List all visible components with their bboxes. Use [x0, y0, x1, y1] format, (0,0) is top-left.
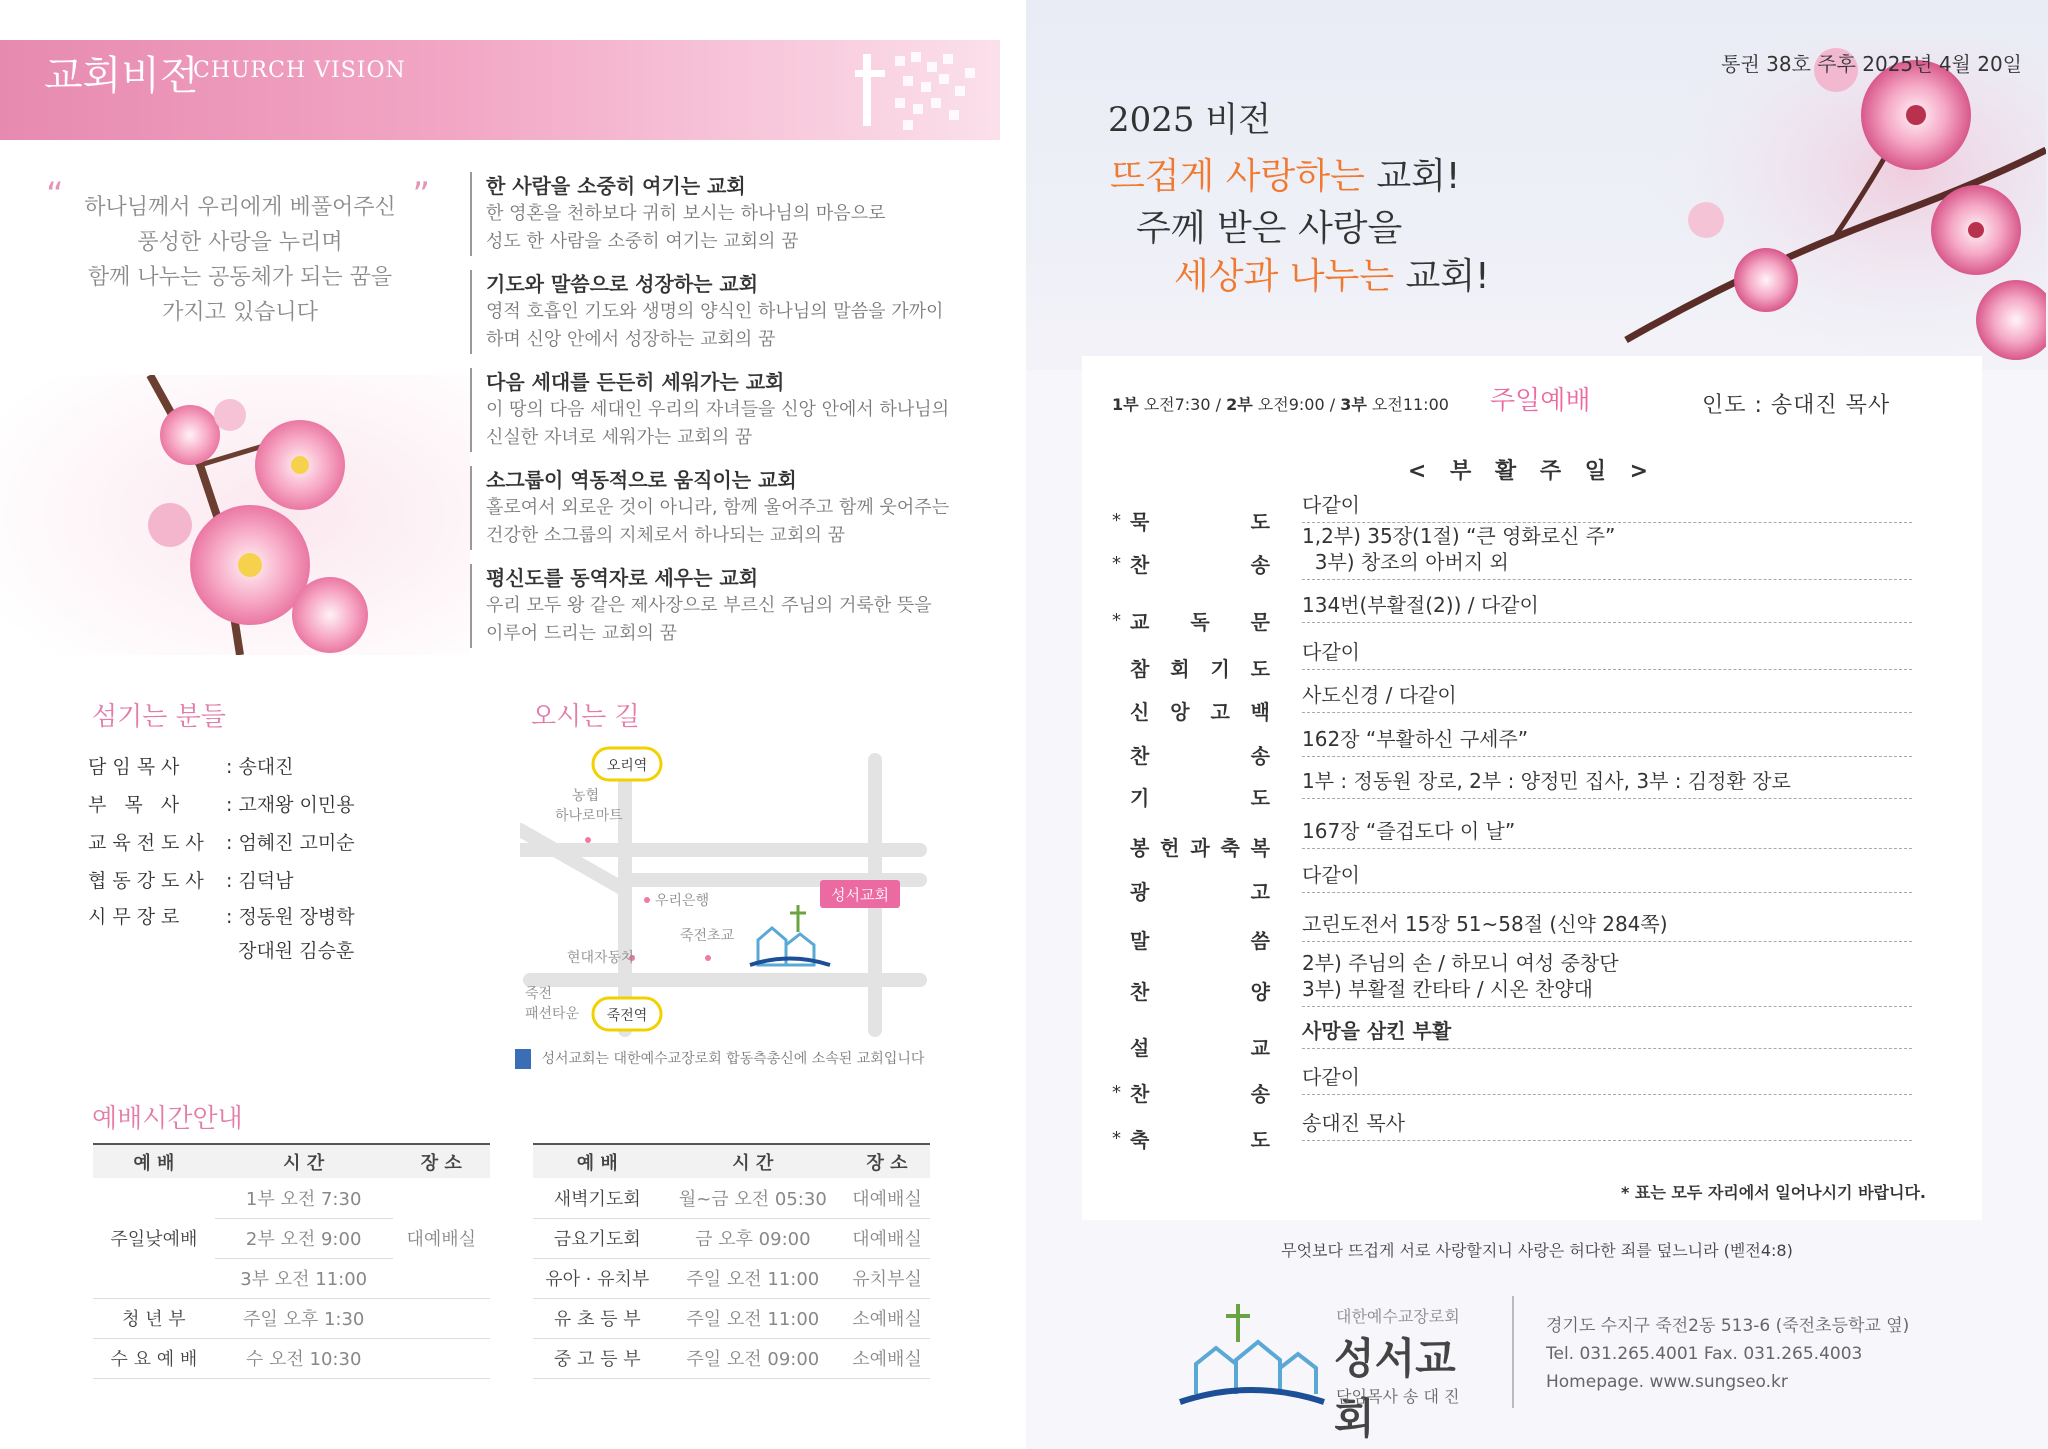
- address: 경기도 수지구 죽전2동 513-6 (죽전초등학교 옆): [1546, 1316, 1910, 1336]
- service-place: 소예배실: [844, 1338, 930, 1378]
- order-content-line: 고린도전서 15장 51~58절 (신약 284쪽): [1302, 912, 1668, 936]
- vision-item-line: 우리 모두 왕 같은 제사장으로 부르신 주님의 거룩한 뜻을: [486, 595, 932, 616]
- service-time: 주일 오후 1:30: [215, 1298, 393, 1338]
- map-heading: 오시는 길: [531, 702, 640, 732]
- order-content-line: 다같이: [1302, 640, 1360, 664]
- service-place: 대예배실: [844, 1178, 930, 1218]
- stand-marker: *: [1112, 1128, 1121, 1149]
- order-item-char: 고: [1210, 700, 1230, 724]
- order-row: [1112, 1019, 1952, 1061]
- vision-item-line: 하며 신앙 안에서 성장하는 교회의 꿈: [486, 329, 776, 350]
- order-row: [1112, 1065, 1952, 1107]
- order-content-line: 167장 “즐겁도다 이 날”: [1302, 819, 1516, 843]
- order-item-char: 교: [1130, 610, 1150, 634]
- order-content-line: 사망을 삼킨 부활: [1302, 1019, 1452, 1043]
- order-item-name: [1130, 1124, 1270, 1153]
- vision-item: [470, 172, 990, 256]
- map-label-nonghyup: 농협: [572, 788, 600, 804]
- staff-row: 교육전도사 : 엄혜진 고미순: [88, 824, 418, 862]
- order-content-line: 3부) 부활절 칸타타 / 시온 찬양대: [1302, 977, 1593, 1001]
- order-item-content: [1302, 639, 1912, 670]
- service-time: 수 오전 10:30: [215, 1338, 393, 1378]
- staff-names: 고재왕 이민용: [238, 794, 355, 816]
- year-vision: 2025 비전: [1108, 100, 1272, 140]
- cherry-blossom-image: [1586, 40, 2046, 370]
- service-time: 월~금 오전 05:30: [662, 1178, 845, 1218]
- order-row: [1112, 683, 1952, 725]
- order-item-char: 신: [1130, 700, 1150, 724]
- service-name: 금요기도회: [533, 1218, 662, 1258]
- order-content-line: 다같이: [1302, 1065, 1360, 1089]
- vision-item-title: 다음 세대를 든든히 세워가는 교회: [486, 370, 785, 394]
- vision-list: [470, 172, 990, 662]
- order-content-line: 134번(부활절(2)) / 다같이: [1302, 593, 1539, 617]
- order-item-name: [1130, 653, 1270, 682]
- service-leader: 인도 : 송대진 목사: [1702, 393, 1891, 418]
- order-item-char: 도: [1250, 510, 1270, 534]
- vision-item: [470, 368, 990, 452]
- order-content-line: 3부) 창조의 아버지 외: [1302, 550, 1509, 574]
- church-logo-icon: [1176, 1302, 1326, 1412]
- order-row: [1112, 1111, 1952, 1153]
- col-header: 예 배: [533, 1144, 662, 1178]
- vision-title: 교회비전: [44, 53, 199, 99]
- table-row: [533, 1338, 930, 1378]
- hero-line-3: 세상과 나누는 교회!: [1174, 256, 1490, 297]
- worship-table-left: [93, 1143, 490, 1379]
- vision-item-line: 영적 호흡인 기도와 생명의 양식인 하나님의 말씀을 가까이: [486, 301, 944, 322]
- service-name: 수 요 예 배: [93, 1338, 215, 1378]
- order-item-char: 도: [1250, 786, 1270, 810]
- table-row: [93, 1178, 490, 1218]
- map-label-fashion2: 패션타운: [525, 1006, 580, 1022]
- close-quote-icon: ”: [412, 175, 430, 215]
- vision-item-line: 건강한 소그룹의 지체로서 하나되는 교회의 꿈: [486, 525, 845, 546]
- order-item-char: 과: [1190, 836, 1210, 860]
- order-item-char: 양: [1250, 980, 1270, 1004]
- right-page: [1026, 0, 2048, 1449]
- order-content-line: 2부) 주님의 손 / 하모니 여성 중창단: [1302, 951, 1619, 975]
- order-item-char: 봉: [1130, 836, 1150, 860]
- order-item-char: 찬: [1130, 553, 1150, 577]
- service-time: 주일 오전 11:00: [662, 1258, 845, 1298]
- service-name: 유 초 등 부: [533, 1298, 662, 1338]
- homepage-link[interactable]: Homepage. www.sungseo.kr: [1546, 1372, 1788, 1392]
- quote-line: 가지고 있습니다: [162, 300, 318, 325]
- order-row: [1112, 769, 1952, 811]
- vision-item: [470, 564, 990, 648]
- left-page: [0, 0, 1020, 1449]
- service-name: 주일낮예배: [93, 1178, 215, 1298]
- order-item-char: 설: [1130, 1036, 1150, 1060]
- order-item-char: 씀: [1250, 929, 1270, 953]
- station-top-label: 오리역: [606, 758, 648, 774]
- order-item-name: [1130, 696, 1270, 725]
- staff-row: 시무장로 : 정동원 장병학: [88, 900, 418, 934]
- quote-line: 하나님께서 우리에게 베풀어주신: [84, 195, 396, 220]
- logo-divider: [1512, 1296, 1514, 1408]
- stand-marker: *: [1112, 1082, 1121, 1103]
- staff-role: 시무장로: [88, 906, 186, 928]
- order-row: [1112, 727, 1952, 769]
- vision-item-title: 평신도를 동역자로 세우는 교회: [486, 566, 759, 590]
- order-row: [1112, 819, 1952, 861]
- order-row: [1112, 593, 1952, 635]
- map-label-hanaro: 하나로마트: [555, 808, 623, 824]
- staff-row: 담임목사 : 송대진: [88, 748, 418, 786]
- order-item-content: [1302, 950, 1912, 1007]
- service-name: 중 고 등 부: [533, 1338, 662, 1378]
- order-item-content: [1302, 1018, 1912, 1049]
- staff-role: 협동강도사: [88, 870, 210, 892]
- order-item-content: [1302, 1064, 1912, 1095]
- order-item-name: [1130, 740, 1270, 769]
- order-item-char: 독: [1190, 610, 1210, 634]
- order-item-char: 송: [1250, 1082, 1270, 1106]
- table-row: [533, 1258, 930, 1298]
- service-name: 새벽기도회: [533, 1178, 662, 1218]
- order-item-name: [1130, 876, 1270, 905]
- logo-denomination: 대한예수교장로회: [1336, 1307, 1460, 1326]
- col-header: 장 소: [844, 1144, 930, 1178]
- staff-names: 송대진: [238, 756, 294, 778]
- table-row: [533, 1298, 930, 1338]
- order-item-name: [1130, 606, 1270, 635]
- order-item-name: [1130, 549, 1270, 578]
- issue-date: 통권 38호 주후 2025년 4월 20일: [1721, 52, 2022, 76]
- order-item-content: [1302, 911, 1912, 942]
- order-item-content: [1302, 862, 1912, 893]
- hero-line-1: 뜨겁게 사랑하는 교회!: [1110, 156, 1461, 197]
- order-item-char: 복: [1250, 836, 1270, 860]
- order-item-content: [1302, 1110, 1912, 1141]
- service-name: 청 년 부: [93, 1298, 215, 1338]
- map-label-school: 죽전초교: [680, 928, 735, 944]
- order-content-line: 1부 : 정동원 장로, 2부 : 양정민 집사, 3부 : 김정환 장로: [1302, 769, 1791, 793]
- map-label-woori: 우리은행: [655, 893, 710, 909]
- order-row: [1112, 640, 1952, 682]
- stand-marker: *: [1112, 553, 1121, 574]
- order-content-line: 송대진 목사: [1302, 1111, 1405, 1135]
- order-content-line: 다같이: [1302, 493, 1360, 517]
- vision-item-line: 이루어 드리는 교회의 꿈: [486, 623, 678, 644]
- vision-item-line: 신실한 자녀로 세워가는 교회의 꿈: [486, 427, 753, 448]
- order-item-char: 백: [1250, 700, 1270, 724]
- order-item-name: [1130, 1032, 1270, 1061]
- order-item-name: [1130, 832, 1270, 861]
- staff-names: 김덕남: [238, 870, 294, 892]
- order-item-char: 찬: [1130, 1082, 1150, 1106]
- denomination-icon: [515, 1049, 531, 1069]
- logo-pastor: 담임목사 송 대 진: [1336, 1387, 1460, 1406]
- open-quote-icon: “: [46, 175, 64, 215]
- order-row: [1112, 524, 1952, 578]
- vision-item-line: 이 땅의 다음 세대인 우리의 자녀들을 신앙 안에서 하나님의: [486, 399, 950, 420]
- order-item-char: 도: [1250, 1128, 1270, 1152]
- order-item-char: 참: [1130, 657, 1150, 681]
- table-row: [533, 1178, 930, 1218]
- order-content-line: 162장 “부활하신 구세주”: [1302, 727, 1529, 751]
- order-item-char: 찬: [1130, 980, 1150, 1004]
- staff-names: 엄혜진 고미순: [238, 832, 355, 854]
- order-item-char: 기: [1130, 786, 1150, 810]
- vision-item-line: 한 영혼을 천하보다 귀히 보시는 하나님의 마음으로: [486, 203, 886, 224]
- order-item-char: 말: [1130, 929, 1150, 953]
- staff-role: 교육전도사: [88, 832, 210, 854]
- service-time: 3부 오전 11:00: [215, 1258, 393, 1298]
- directions-map: [520, 740, 940, 1050]
- service-place: 대예배실: [844, 1218, 930, 1258]
- order-item-char: 고: [1250, 880, 1270, 904]
- order-item-name: [1130, 925, 1270, 954]
- vision-item-title: 기도와 말씀으로 성장하는 교회: [486, 272, 759, 296]
- hero-line-2: 주께 받은 사랑을: [1136, 208, 1403, 249]
- order-of-service: [1082, 356, 1982, 1220]
- order-item-char: 묵: [1130, 510, 1150, 534]
- staff-row: [88, 934, 418, 968]
- bible-verse: 무엇보다 뜨겁게 서로 사랑할지니 사랑은 허다한 죄를 덮느니라 (벧전4:8): [1281, 1241, 1793, 1260]
- order-item-char: 기: [1210, 657, 1230, 681]
- staff-row: 부 목 사 : 고재왕 이민용: [88, 786, 418, 824]
- order-item-char: 도: [1250, 657, 1270, 681]
- staff-names: 정동원 장병학: [238, 906, 355, 928]
- order-item-char: 회: [1170, 657, 1190, 681]
- order-item-name: [1130, 1078, 1270, 1107]
- order-item-content: [1302, 523, 1912, 580]
- phone-fax: Tel. 031.265.4001 Fax. 031.265.4003: [1546, 1344, 1863, 1364]
- table-row: [533, 1218, 930, 1258]
- stand-marker: *: [1112, 610, 1121, 631]
- worship-heading: 예배시간안내: [92, 1104, 243, 1134]
- vision-item: [470, 270, 990, 354]
- service-time: 주일 오전 11:00: [662, 1298, 845, 1338]
- quote-line: 함께 나누는 공동체가 되는 꿈을: [87, 265, 393, 290]
- map-note: 성서교회는 대한예수교장로회 합동측총신에 소속된 교회입니다: [515, 1048, 924, 1069]
- church-marker-icon: [750, 905, 830, 965]
- order-content-line: 1,2부) 35장(1절) “큰 영화로신 주”: [1302, 524, 1616, 548]
- order-item-char: 헌: [1160, 836, 1180, 860]
- table-row: [93, 1338, 490, 1378]
- cross-pixel-icon: [855, 48, 985, 138]
- col-header: 시 간: [662, 1144, 845, 1178]
- order-content-line: 사도신경 / 다같이: [1302, 683, 1457, 707]
- col-header: 시 간: [215, 1144, 393, 1178]
- service-place: 대예배실: [393, 1178, 490, 1298]
- occasion-title: < 부 활 주 일 >: [1407, 459, 1657, 484]
- service-place: 유치부실: [844, 1258, 930, 1298]
- station-bottom-label: 죽전역: [606, 1008, 648, 1024]
- order-item-char: 송: [1250, 744, 1270, 768]
- service-time: 금 오후 09:00: [662, 1218, 845, 1258]
- order-item-char: 교: [1250, 1036, 1270, 1060]
- staff-role: 부 목 사: [88, 794, 186, 816]
- table-row: [93, 1298, 490, 1338]
- service-time: 1부 오전 7:30: [215, 1178, 393, 1218]
- vision-item-line: 성도 한 사람을 소중히 여기는 교회의 꿈: [486, 231, 799, 252]
- order-content-line: 다같이: [1302, 863, 1360, 887]
- stand-marker: *: [1112, 510, 1121, 531]
- staff-names: 장대원 김승훈: [238, 940, 355, 962]
- service-label: 주일예배: [1490, 386, 1591, 416]
- order-row: [1112, 863, 1952, 905]
- col-header: 예 배: [93, 1144, 215, 1178]
- order-item-name: [1130, 506, 1270, 535]
- vision-subtitle: CHURCH VISION: [193, 58, 406, 83]
- order-item-char: 찬: [1130, 744, 1150, 768]
- service-times: 1부 오전7:30 / 2부 오전9:00 / 3부 오전11:00: [1112, 395, 1449, 414]
- order-item-content: [1302, 592, 1912, 623]
- vision-item: [470, 466, 990, 550]
- service-name: 유아 · 유치부: [533, 1258, 662, 1298]
- order-item-char: 문: [1250, 610, 1270, 634]
- order-item-content: [1302, 682, 1912, 713]
- vision-item-line: 홀로여서 외로운 것이 아니라, 함께 울어주고 함께 웃어주는: [486, 497, 950, 518]
- service-place: 소예배실: [844, 1298, 930, 1338]
- worship-table-right: [533, 1143, 930, 1379]
- vision-item-title: 소그룹이 역동적으로 움직이는 교회: [486, 468, 797, 492]
- order-item-content: [1302, 726, 1912, 757]
- church-logo: [1176, 1292, 1496, 1443]
- logo-church-name: 성서교회: [1334, 1334, 1456, 1443]
- order-item-char: 광: [1130, 880, 1150, 904]
- order-item-content: [1302, 492, 1912, 523]
- staff-role: 담임목사: [88, 756, 186, 778]
- order-item-name: [1130, 782, 1270, 811]
- staff-heading: 섬기는 분들: [92, 702, 226, 732]
- service-time: 주일 오전 09:00: [662, 1338, 845, 1378]
- order-row: [1112, 951, 1952, 1005]
- map-label-fashion1: 죽전: [525, 986, 553, 1002]
- staff-list: [88, 748, 418, 968]
- order-item-char: 축: [1130, 1128, 1150, 1152]
- order-item-char: 앙: [1170, 700, 1190, 724]
- service-time: 2부 오전 9:00: [215, 1218, 393, 1258]
- cherry-blossom-image: [0, 375, 470, 655]
- staff-row: 협동강도사 : 김덕남: [88, 862, 418, 900]
- quote-line: 풍성한 사랑을 누리며: [137, 230, 343, 255]
- vision-item-title: 한 사람을 소중히 여기는 교회: [486, 174, 746, 198]
- map-label-church: 성서교회: [831, 886, 889, 904]
- contact-info: [1546, 1312, 1909, 1396]
- col-header: 장 소: [393, 1144, 490, 1178]
- order-item-char: 송: [1250, 553, 1270, 577]
- map-label-hyundai: 현대자동차: [567, 950, 635, 966]
- order-item-char: 축: [1220, 836, 1240, 860]
- vision-quote: [46, 175, 430, 330]
- order-item-content: [1302, 768, 1912, 799]
- order-item-content: [1302, 818, 1912, 849]
- stand-note: * 표는 모두 자리에서 일어나시기 바랍니다.: [1620, 1183, 1926, 1202]
- order-item-name: [1130, 976, 1270, 1005]
